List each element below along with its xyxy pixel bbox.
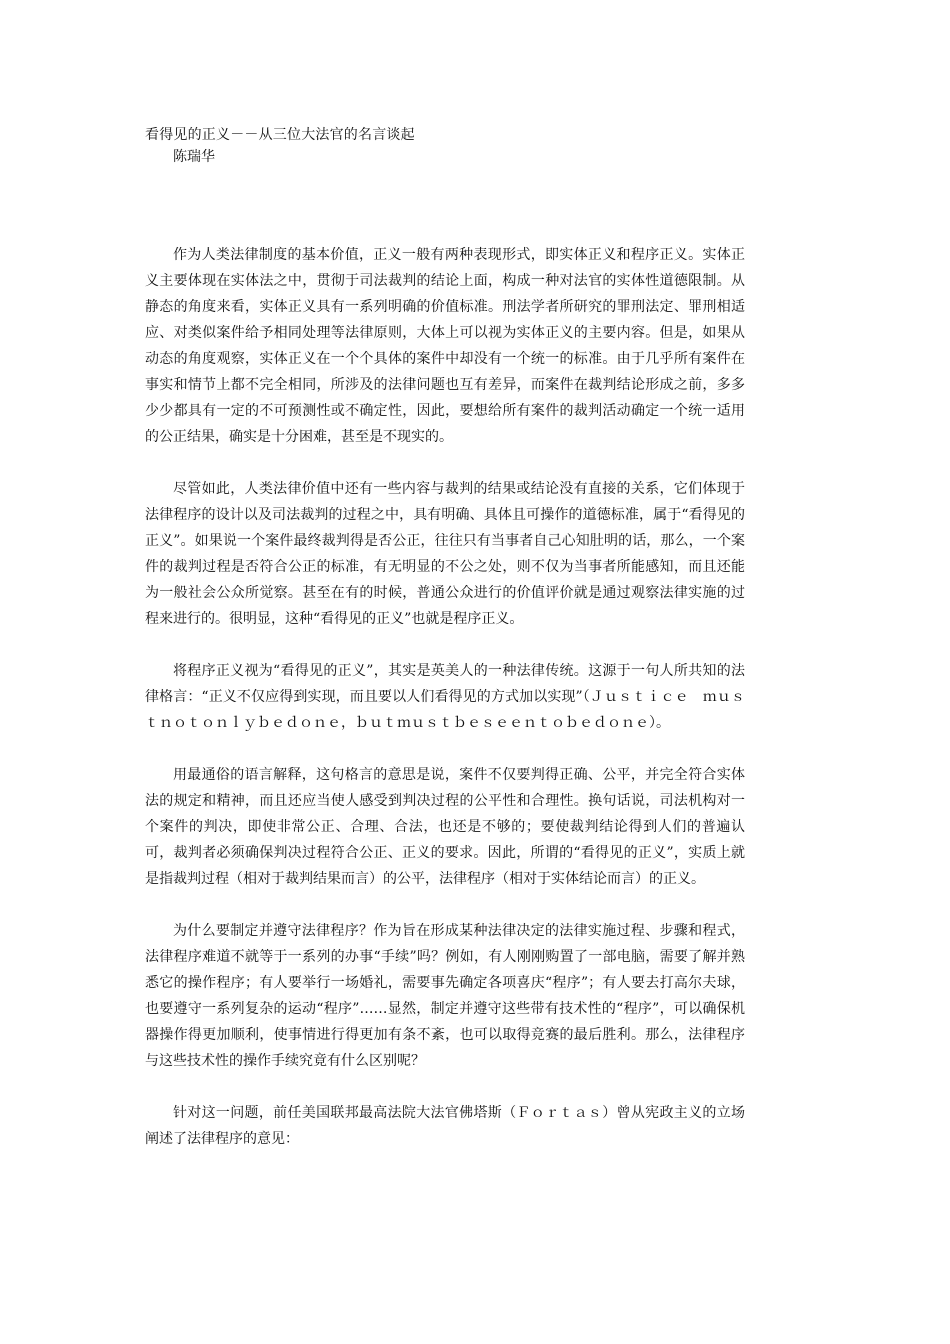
paragraph-3: 将程序正义视为“看得见的正义”，其实是英美人的一种法律传统。这源于一句人所共知的法律格言：“正义不仅应得到实现，而且要以人们看得见的方式加以实现”（Ｊｕｓｔｉｃｅ ｍｕｓｔｎｏｔｏｎｌｙｂｅｄｏｎｅ，ｂｕｔｍｕｓｔｂｅｓｅｅｎｔｏｂｅｄｏｎｅ）。 <box>145 663 745 731</box>
paragraph-4: 用最通俗的语言解释，这句格言的意思是说，案件不仅要判得正确、公平，并完全符合实体法的规定和精神，而且还应当使人感受到判决过程的公平性和合理性。换句话说，司法机构对一个案件的判决，即使非常公正、合理、合法，也还是不够的；要使裁判结论得到人们的普遍认可，裁判者必须确保判决过程符合公正、正义的要求。因此，所谓的“看得见的正义”，实质上就是指裁判过程（相对于裁判结果而言）的公平，法律程序（相对于实体结论而言）的正义。 <box>145 767 745 887</box>
document-title: 看得见的正义－－从三位大法官的名言谈起 <box>145 127 415 143</box>
document-body <box>145 242 745 1178</box>
paragraph-2: 尽管如此，人类法律价值中还有一些内容与裁判的结果或结论没有直接的关系，它们体现于法律程序的设计以及司法裁判的过程之中，具有明确、具体且可操作的道德标准，属于“看得见的正义”。如果说一个案件最终裁判得是否公正，往往只有当事者自己心知肚明的话，那么，一个案件的裁判过程是否符合公正的标准，有无明显的不公之处，则不仅为当事者所能感知，而且还能为一般社会公众所觉察。甚至在有的时候，普通公众进行的价值评价就是通过观察法律实施的过程来进行的。很明显，这种“看得见的正义”也就是程序正义。 <box>145 481 745 627</box>
paragraph-1: 作为人类法律制度的基本价值，正义一般有两种表现形式，即实体正义和程序正义。实体正义主要体现在实体法之中，贯彻于司法裁判的结论上面，构成一种对法官的实体性道德限制。从静态的角度来看，实体正义具有一系列明确的价值标准。刑法学者所研究的罪刑法定、罪刑相适应、对类似案件给予相同处理等法律原则，大体上可以视为实体正义的主要内容。但是，如果从动态的角度观察，实体正义在一个个具体的案件中却没有一个统一的标准。由于几乎所有案件在事实和情节上都不完全相同，所涉及的法律问题也互有差异，而案件在裁判结论形成之前，多多少少都具有一定的不可预测性或不确定性，因此，要想给所有案件的裁判活动确定一个统一适用的公正结果，确实是十分困难，甚至是不现实的。 <box>145 247 745 445</box>
paragraph-6: 针对这一问题，前任美国联邦最高法院大法官佛塔斯（Ｆｏｒｔａｓ）曾从宪政主义的立场阐述了法律程序的意见： <box>145 1105 745 1147</box>
paragraph-5: 为什么要制定并遵守法律程序？作为旨在形成某种法律决定的法律实施过程、步骤和程式，法律程序难道不就等于一系列的办事“手续”吗？例如，有人刚刚购置了一部电脑，需要了解并熟悉它的操作程序；有人要举行一场婚礼，需要事先确定各项喜庆“程序”；有人要去打高尔夫球，也要遵守一系列复杂的运动“程序”……显然，制定并遵守这些带有技术性的“程序”，可以确保机器操作得更加顺利，使事情进行得更加有条不紊，也可以取得竞赛的最后胜利。那么，法律程序与这些技术性的操作手续究竟有什么区别呢？ <box>145 923 745 1069</box>
author-name: 陈瑞华 <box>173 149 215 165</box>
